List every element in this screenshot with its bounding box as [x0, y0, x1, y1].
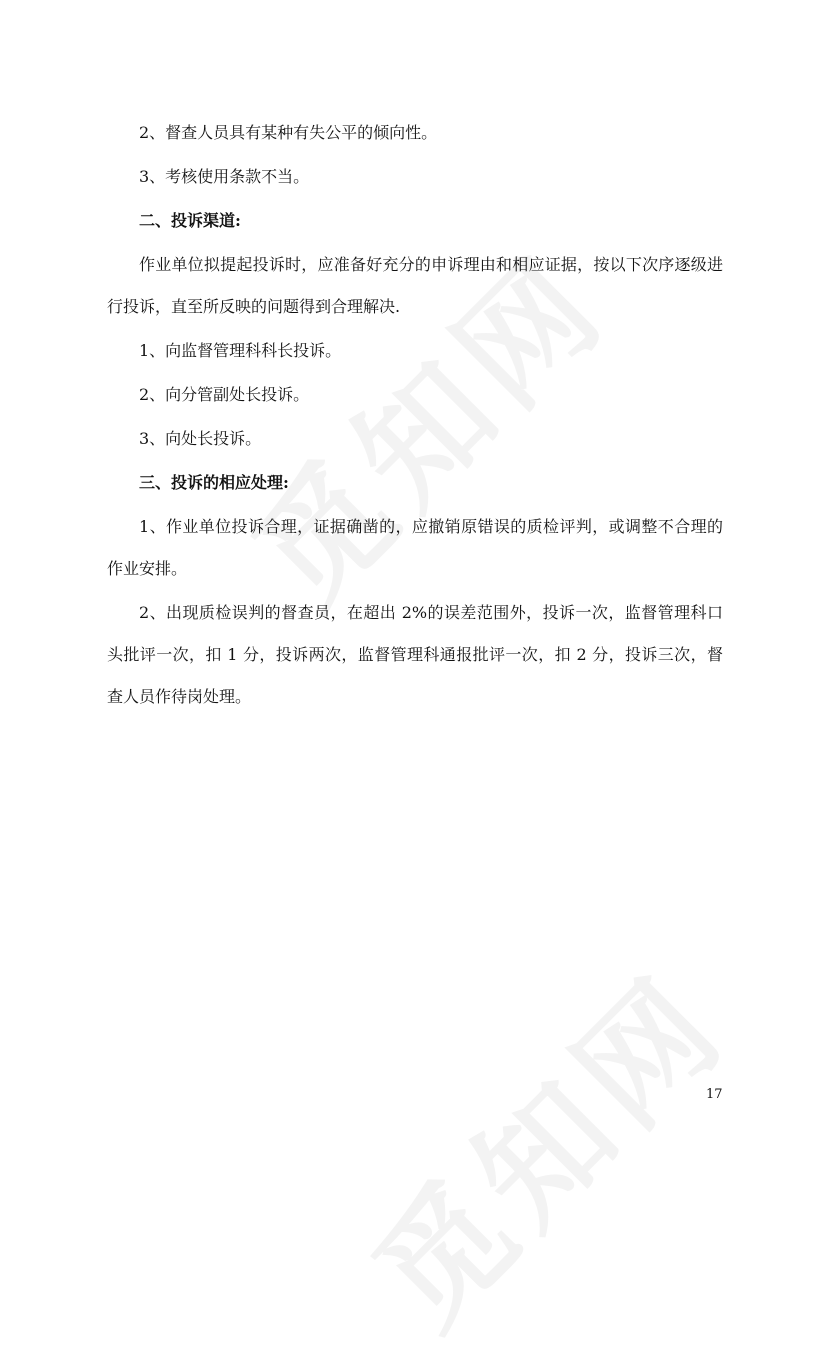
list-item: 2、向分管副处长投诉。	[139, 385, 310, 404]
page-number: 17	[706, 1087, 723, 1102]
section-heading: 三、投诉的相应处理:	[139, 473, 289, 492]
list-item: 3、向处长投诉。	[139, 429, 262, 448]
watermark	[326, 927, 759, 1360]
list-item: 1、向监督管理科科长投诉。	[139, 341, 342, 360]
list-item: 2、督查人员具有某种有失公平的倾向性。	[139, 123, 438, 142]
list-item: 1、作业单位投诉合理，证据确凿的，应撤销原错误的质检评判，或调整不合理的作业安排。	[107, 517, 723, 578]
list-item: 2、出现质检误判的督查员，在超出 2%的误差范围外，投诉一次，监督管理科口头批评一次，扣 1 分，投诉两次，监督管理科通报批评一次，扣 2 分，投诉三次，督查人员作待岗处理。	[107, 603, 723, 706]
list-item: 3、考核使用条款不当。	[139, 167, 310, 186]
document-body	[107, 112, 723, 720]
section-heading: 二、投诉渠道:	[139, 211, 241, 230]
body-paragraph: 作业单位拟提起投诉时，应准备好充分的申诉理由和相应证据，按以下次序逐级进行投诉，直至所反映的问题得到合理解决.	[107, 255, 723, 316]
